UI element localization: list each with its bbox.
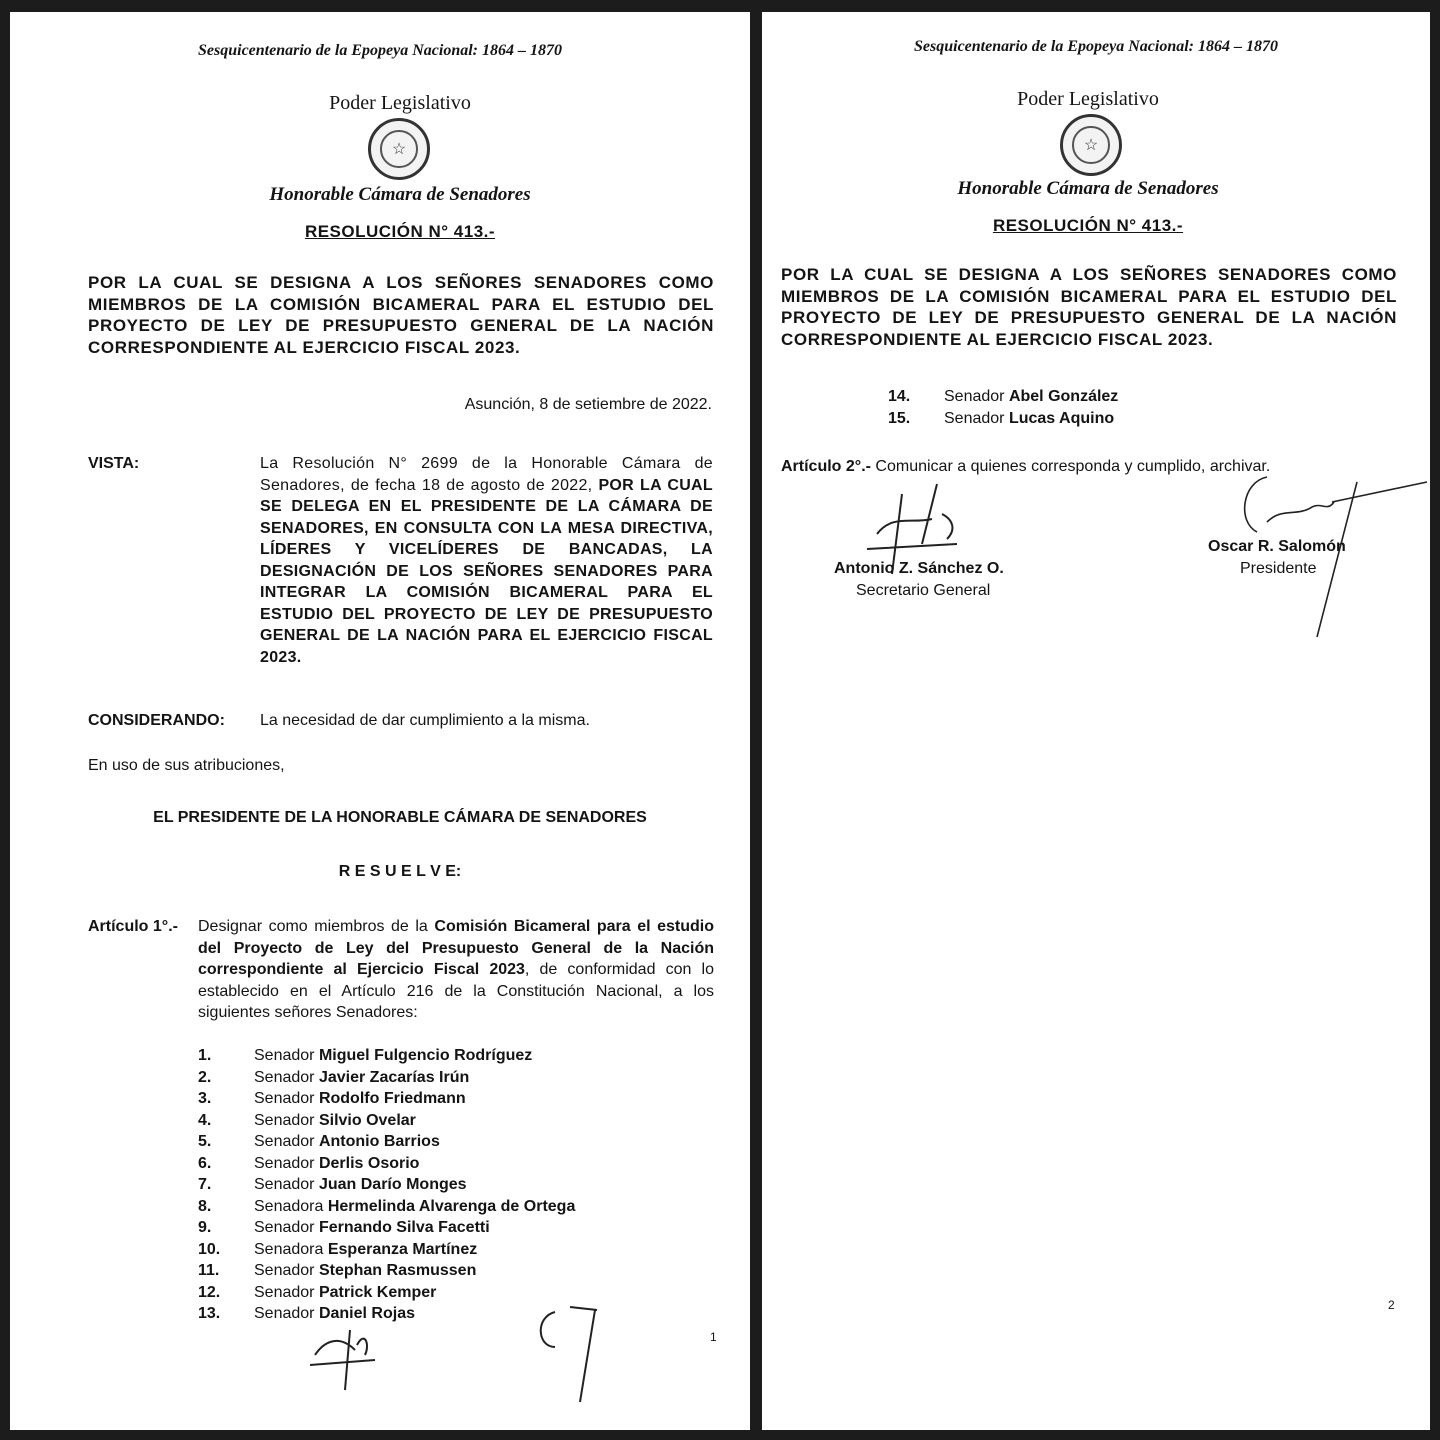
article-1-rest: , de conformidad con lo establecido en el Artículo 216 de la Constitución Nacional, a los siguientes señores Senadores: — [198, 961, 714, 1021]
vista-plain: La Resolución N° 2699 de la Honorable Cámara de Senadores, de fecha 18 de agosto de 2022, — [260, 455, 713, 494]
list-item-title: Senador — [254, 1283, 315, 1301]
members-list-2 — [888, 386, 1118, 429]
president-heading: EL PRESIDENTE DE LA HONORABLE CÁMARA DE SENADORES — [153, 809, 647, 826]
list-item-title: Senador — [254, 1068, 315, 1086]
page-number: 2 — [1388, 1298, 1395, 1312]
list-item-number: 3. — [198, 1090, 212, 1107]
list-item-title: Senador — [254, 1133, 315, 1150]
branch-heading: Poder Legislativo — [329, 92, 471, 114]
list-item — [888, 386, 1118, 408]
list-item — [198, 1174, 575, 1196]
list-item-number: 13. — [198, 1305, 221, 1322]
list-item — [198, 1217, 575, 1239]
list-item-name: Fernando Silva Facetti — [318, 1219, 490, 1236]
list-item — [198, 1282, 575, 1304]
national-seal-icon — [1060, 114, 1122, 176]
initials-signature-icon — [295, 1310, 405, 1400]
list-item-title: Senadora — [254, 1197, 324, 1215]
list-item-name: Rodolfo Friedmann — [318, 1090, 466, 1107]
star-icon: ☆ — [380, 130, 418, 168]
list-item — [198, 1067, 575, 1089]
chamber-heading: Honorable Cámara de Senadores — [269, 184, 531, 205]
list-item-number: 2. — [198, 1068, 212, 1086]
list-item — [198, 1239, 575, 1261]
article-2-label: Artículo 2°.- — [781, 458, 871, 475]
commemorative-motto: Sesquicentenario de la Epopeya Nacional: 1864 – 1870 — [198, 42, 562, 59]
list-item-title: Senador — [254, 1262, 315, 1279]
list-item-title: Senador — [944, 409, 1005, 427]
list-item-name: Patrick Kemper — [318, 1283, 437, 1301]
list-item-number: 7. — [198, 1176, 212, 1193]
list-item-title: Senador — [254, 1305, 315, 1322]
list-item-title: Senador — [254, 1219, 315, 1236]
list-item-title: Senador — [254, 1090, 315, 1107]
secretary-name: Antonio Z. Sánchez O. — [834, 560, 1004, 577]
resolution-title: POR LA CUAL SE DESIGNA A LOS SEÑORES SENADORES COMO MIEMBROS DE LA COMISIÓN BICAMERAL PARA EL ESTUDIO DEL PROYECTO DE LEY DE PRESUPUESTO GENERAL DE LA NACIÓN CORRESPONDIENTE AL EJERCICIO FISCAL 2023. — [781, 265, 1397, 349]
list-item — [198, 1153, 575, 1175]
signature-icon — [525, 1292, 615, 1412]
list-item-title: Senador — [254, 1111, 315, 1129]
list-item — [198, 1110, 575, 1132]
president-name: Oscar R. Salomón — [1208, 538, 1346, 555]
vista-bold: POR LA CUAL SE DELEGA EN EL PRESIDENTE DE LA CÁMARA DE SENADORES, EN CONSULTA CON LA MESA DIRECTIVA, LÍDERES Y VICELÍDERES DE BANCADAS, LA DESIGNACIÓN DE LOS SEÑORES SENADORES PARA INTEGRAR LA COMISIÓN BICAMERAL PARA EL ESTUDIO DEL PROYECTO DE LEY DE PRESUPUESTO GENERAL DE LA NACIÓN PARA EL EJERCICIO FISCAL 2023. — [260, 476, 713, 666]
commemorative-motto: Sesquicentenario de la Epopeya Nacional: 1864 – 1870 — [914, 38, 1278, 55]
vista-text — [260, 453, 713, 668]
place-date: Asunción, 8 de setiembre de 2022. — [464, 396, 712, 413]
list-item-name: Stephan Rasmussen — [318, 1262, 477, 1279]
president-role: Presidente — [1240, 560, 1317, 577]
considerando-label: CONSIDERANDO: — [88, 712, 225, 729]
list-item-name: Abel González — [1008, 388, 1119, 405]
national-seal-icon — [368, 118, 430, 180]
resolution-title: POR LA CUAL SE DESIGNA A LOS SEÑORES SENADORES COMO MIEMBROS DE LA COMISIÓN BICAMERAL PARA EL ESTUDIO DEL PROYECTO DE LEY DE PRESUPUESTO GENERAL DE LA NACIÓN CORRESPONDIENTE AL EJERCICIO FISCAL 2023. — [88, 273, 714, 357]
list-item-number: 8. — [198, 1197, 212, 1215]
atribuciones-text: En uso de sus atribuciones, — [88, 757, 285, 774]
list-item-name: Miguel Fulgencio Rodríguez — [318, 1047, 533, 1064]
list-item-number: 6. — [198, 1154, 212, 1172]
list-item-number: 14. — [888, 388, 911, 405]
list-item-number: 10. — [198, 1240, 221, 1258]
list-item-name: Hermelinda Alvarenga de Ortega — [327, 1197, 576, 1215]
list-item — [198, 1088, 575, 1110]
list-item-title: Senador — [254, 1176, 315, 1193]
list-item-title: Senador — [254, 1154, 315, 1172]
list-item-number: 1. — [198, 1047, 212, 1064]
list-item — [198, 1131, 575, 1153]
resolution-number: RESOLUCIÓN N° 413.- — [992, 216, 1184, 235]
list-item-number: 12. — [198, 1283, 221, 1301]
article-2 — [781, 458, 1270, 476]
list-item-name: Derlis Osorio — [318, 1154, 420, 1172]
list-item — [888, 408, 1118, 430]
list-item-number: 15. — [888, 409, 911, 427]
list-item-number: 5. — [198, 1133, 212, 1150]
page-number: 1 — [710, 1330, 717, 1344]
list-item-number: 9. — [198, 1219, 212, 1236]
article-1-intro: Designar como miembros de la — [198, 918, 428, 935]
list-item-title: Senador — [944, 388, 1005, 405]
article-1-text — [198, 916, 714, 1024]
list-item — [198, 1045, 575, 1067]
list-item — [198, 1260, 575, 1282]
resuelve-heading: R E S U E L V E: — [338, 863, 462, 880]
list-item-name: Silvio Ovelar — [318, 1111, 416, 1129]
article-1-bold: Comisión Bicameral para el estudio del Proyecto de Ley del Presupuesto General de la Nación correspondiente al Ejercicio Fiscal 2023 — [198, 918, 715, 978]
considerando-text: La necesidad de dar cumplimiento a la misma. — [260, 712, 590, 729]
list-item-title: Senadora — [254, 1240, 324, 1258]
branch-heading: Poder Legislativo — [1017, 88, 1159, 110]
vista-label: VISTA: — [88, 455, 140, 472]
list-item-name: Daniel Rojas — [318, 1305, 415, 1322]
members-list-1 — [198, 1045, 575, 1325]
list-item-name: Javier Zacarías Irún — [318, 1068, 470, 1086]
list-item-title: Senador — [254, 1047, 315, 1064]
star-icon: ☆ — [1072, 126, 1110, 164]
list-item-name: Antonio Barrios — [318, 1133, 440, 1150]
article-1-label: Artículo 1°.- — [88, 918, 178, 935]
document-page-2 — [762, 12, 1430, 1430]
resolution-number: RESOLUCIÓN N° 413.- — [304, 222, 496, 241]
chamber-heading: Honorable Cámara de Senadores — [957, 178, 1219, 199]
list-item-number: 11. — [198, 1262, 220, 1279]
list-item-name: Esperanza Martínez — [327, 1240, 478, 1258]
list-item-name: Lucas Aquino — [1008, 409, 1115, 427]
list-item — [198, 1196, 575, 1218]
list-item-number: 4. — [198, 1111, 212, 1129]
article-2-text: Comunicar a quienes corresponda y cumplido, archivar. — [875, 458, 1271, 475]
list-item-name: Juan Darío Monges — [318, 1176, 467, 1193]
document-page-1 — [10, 12, 750, 1430]
secretary-role: Secretario General — [856, 582, 991, 599]
